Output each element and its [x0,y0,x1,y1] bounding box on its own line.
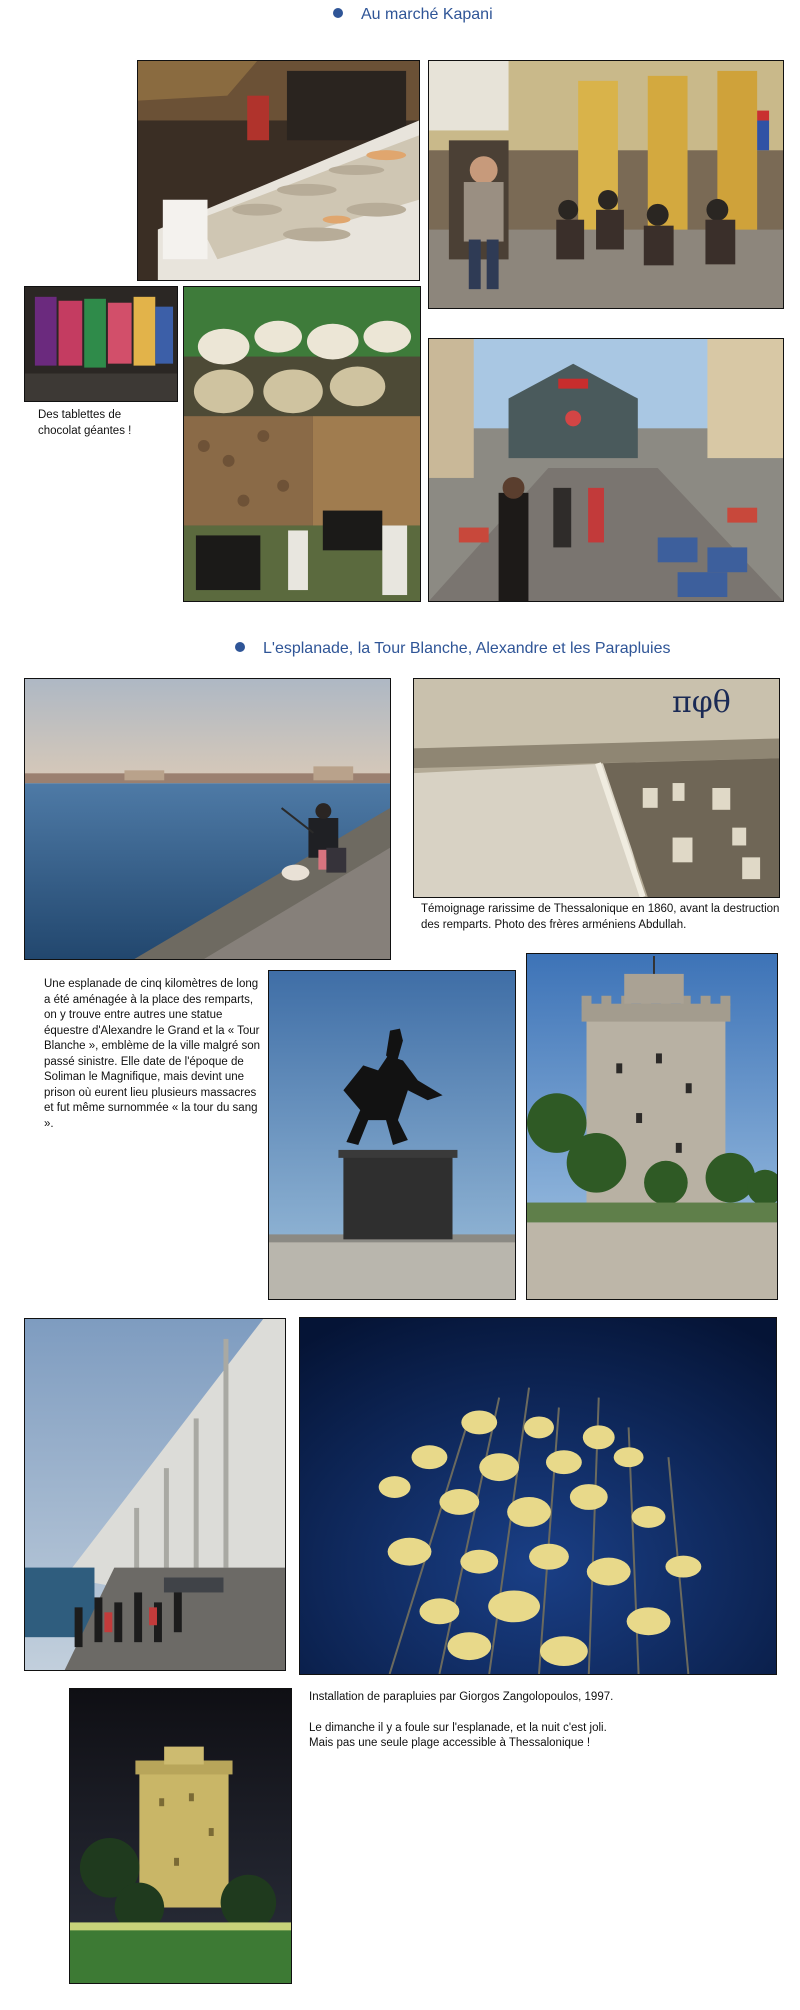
photo-esplanade-crowd [24,1318,286,1671]
photo-fish-stall [137,60,420,281]
caption-line-1: Installation de parapluies par Giorgos Zangolopoulos, 1997. [309,1691,614,1703]
section-title: Au marché Kapani [361,6,493,23]
photo-market-hall [428,338,784,602]
caption-text: Des tablettes de chocolat géantes ! [38,409,132,437]
photo-market-cafe [428,60,784,309]
photo-seafront-fisherman [24,678,391,960]
caption-1860-photo [421,902,781,933]
photo-white-tower-day [526,953,778,1300]
photo-alexander-statue [268,970,516,1300]
section-heading-kapani [333,6,493,24]
caption-esplanade [44,977,266,1132]
caption-line-3: Mais pas une seule plage accessible à Thessalonique ! [309,1737,591,1749]
caption-text: Une esplanade de cinq kilomètres de long a été aménagée à la place des remparts, on y trouve entre autres une statue équestre d'Alexandre le Grand et la « Tour Blanche », emblème de la ville malgré son passé sinistre. Elle date de l'époque de Soliman le Magnifique, mais devint une prison où eurent lieu plusieurs massacres et fut même surnommée « la tour du sang ». [44,978,261,1130]
bullet-icon [235,642,245,652]
photo-chocolate-tablets [24,286,178,402]
photo-nuts-stall [183,286,421,602]
caption-umbrellas [309,1690,769,1752]
caption-chocolate [38,408,148,439]
caption-line-2: Le dimanche il y a foule sur l'esplanade, et la nuit c'est joli. [309,1721,607,1734]
caption-text: Témoignage rarissime de Thessalonique en 1860, avant la destruction des remparts. Photo des frères arméniens Abdullah. [421,903,780,931]
photo-white-tower-night [69,1688,292,1984]
section-title: L'esplanade, la Tour Blanche, Alexandre et les Parapluies [263,640,671,657]
stamp-logo [672,685,731,720]
bullet-icon [333,8,343,18]
photo-umbrellas-installation [299,1317,777,1675]
stamp-logo-text: πφθ [672,685,731,720]
section-heading-esplanade [235,640,670,658]
